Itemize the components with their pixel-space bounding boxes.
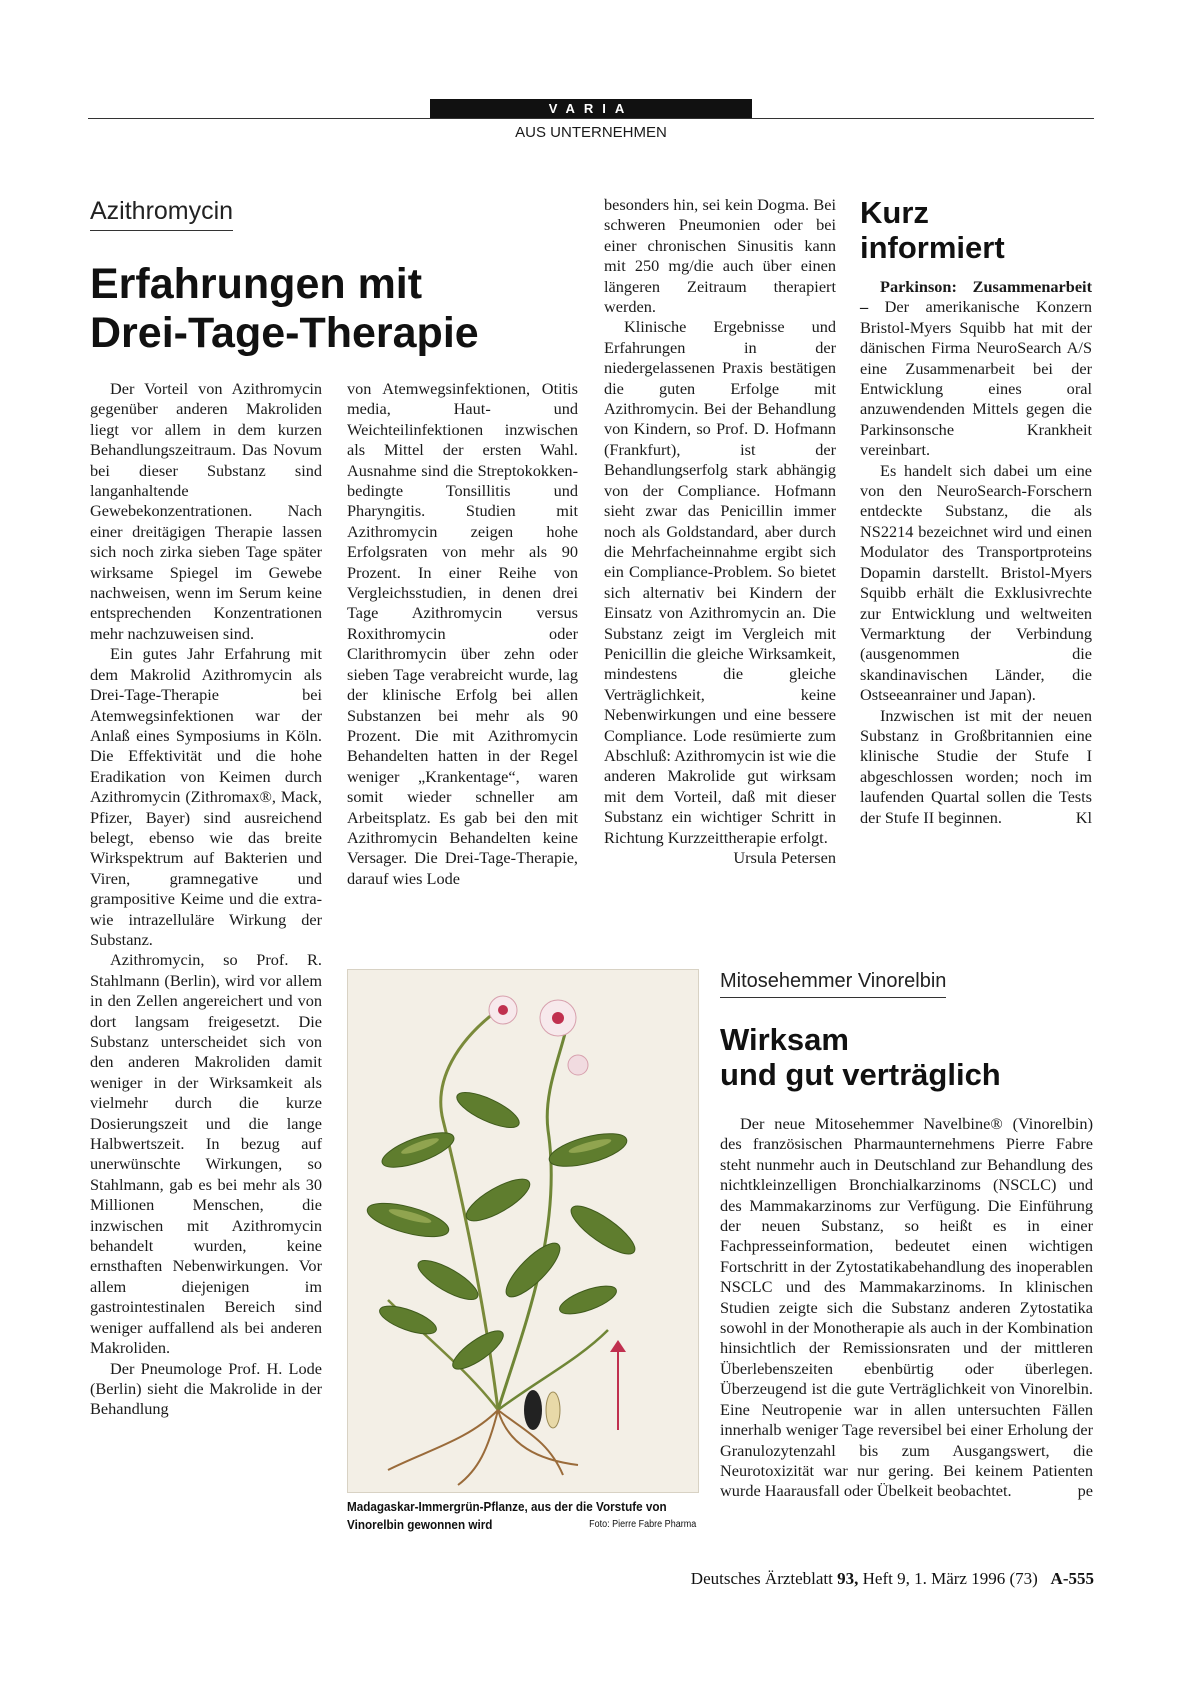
sidebar-headline — [860, 195, 1005, 265]
article2-headline-line1: Wirksam — [720, 1022, 849, 1057]
article1-paragraph: Der Vorteil von Azithromycin gegenüber anderen Makroliden liegt vor allem in dem kurzen Behandlungszeitraum. Das Novum bei dieser Substanz sind langanhaltende Gewebekonzentrationen. Nach einer dreitägigen Therapie lassen sich noch zirka sieben Tage später wirksame Spiegel im Gewebe nachweisen, wenn im Serum keine entsprechenden Konzentrationen mehr nachzuweisen sind. — [90, 379, 322, 643]
journal-volume: 93, — [837, 1569, 859, 1588]
figure-caption — [347, 1498, 698, 1534]
article1-column-2 — [347, 379, 578, 889]
sidebar-headline-line2: informiert — [860, 230, 1005, 265]
article1-paragraph: Der Pneumologe Prof. H. Lode (Berlin) sieht die Makrolide in der Behandlung — [90, 1358, 322, 1419]
article2-paragraph-text: Der neue Mitosehemmer Navelbine® (Vinorelbin) des französischen Pharmaunternehmens Pierre Fabre steht nunmehr auch in Deutschland zur Behandlung des nichtkleinzelligen Bronchialkarzinoms (NSCLC) und des Mammakarzinoms zur Verfügung. Die Einführung der neuen Substanz, so heißt es in einer Fachpresseinformation, bedeutet einen wichtigen Fortschritt in der Zytostatikabehandlung des inoperablen NSCLC und des Mammakarzinoms. In klinischen Studien zeigte sich die Substanz anderen Zytostatika sowohl in der Monotherapie als auch in der Kombination hinsichtlich der Remissionsraten und der mittleren Überlebenszeiten ebenbürtig oder überlegen. Überzeugend ist die gute Verträglichkeit von Vinorelbin. Eine Neutropenie war in allen untersuchten Fällen innerhalb weniger Tage reversibel bei einer Erholung der Granulozytenzahl bis zum Ausgangswert, die Neurotoxizität war nur gering. Bei keinem Patienten wurde Haarausfall oder Übelkeit beobachtet. — [720, 1114, 1093, 1501]
section-bar: VARIA — [430, 99, 752, 119]
article2-author: pe — [1077, 1481, 1093, 1501]
sidebar-paragraph: Es handelt sich dabei um eine von den NeuroSearch-Forschern entdeckte Substanz, die als NS2214 bezeichnet wird und einen Modulator des Transportproteins Dopamin darstellt. Bristol-Myers Squibb erhält die Exklusivrechte zur Entwicklung und weltweiten Vermarktung der Verbindung (ausgenommen die skandinavischen Länder, die Ostseeanrainer und Japan). — [860, 460, 1092, 705]
periwinkle-plant-drawing — [348, 970, 698, 1492]
plant-illustration — [347, 969, 699, 1493]
article2-column — [720, 1114, 1093, 1502]
article2-kicker: Mitosehemmer Vinorelbin — [720, 970, 946, 998]
figure-caption-text: Madagaskar-Immergrün-Pflanze, aus der die Vorstufe von Vinorelbin gewonnen wird — [347, 1499, 667, 1532]
journal-issue: Heft 9, 1. März 1996 (73) — [862, 1569, 1038, 1588]
article1-author: Ursula Petersen — [733, 848, 836, 867]
article1-paragraph: von Atemwegsinfektionen, Otitis media, Haut- und Weichteilinfektionen inzwischen als Mittel der ersten Wahl. Ausnahme sind die Streptokokken-bedingte Tonsillitis und Pharyngitis. Studien mit Azithromycin zeigen hohe Erfolgsraten von mehr als 90 Prozent. In einer Reihe von Vergleichsstudien, in denen drei Tage Azithromycin versus Roxithromycin oder Clarithromycin über zehn oder sieben Tage verabreicht wurde, lag der klinische Erfolg bei allen Substanzen bei mehr als 90 Prozent. Die mit Azithromycin Behandelten hatten in der Regel weniger „Krankentage“, waren somit wieder schneller am Arbeitsplatz. Es gab bei den mit Azithromycin Behandelten keine Versager. Die Drei-Tage-Therapie, darauf wies Lode — [347, 379, 578, 888]
article1-column-3 — [604, 195, 836, 868]
article1-column-1 — [90, 379, 322, 1420]
article1-paragraph — [604, 317, 836, 867]
article1-paragraph-text: Klinische Ergebnisse und Erfahrungen in der niedergelassenen Praxis bestätigen die guten Erfolge mit Azithromycin. Bei der Behandlung von Kindern, so Prof. D. Hofmann (Frankfurt), ist der Behandlungserfolg stark abhängig von der Compliance. Hofmann sieht zwar das Penicillin immer noch als Goldstandard, aber durch die Mehrfacheinnahme ergibt sich ein Compliance-Problem. So bietet sich alternativ bei Kindern der Einsatz von Azithromycin an. Die Substanz zeigt im Vergleich mit Penicillin die gleiche Wirksamkeit, mindestens die gleiche Verträglichkeit, keine Nebenwirkungen und eine bessere Compliance. Lode resümierte zum Abschluß: Azithromycin ist wie die anderen Makrolide gut wirksam mit dem Vorteil, daß mit dieser Substanz ein wichtiger Schritt in Richtung Kurzzeittherapie erfolgt. — [604, 317, 836, 847]
page-number: A-555 — [1050, 1569, 1094, 1588]
sidebar-paragraph-text: Inzwischen ist mit der neuen Substanz in Großbritannien eine klinische Studie der Stufe I abgeschlossen worden; noch im laufenden Quartal sollen die Tests der Stufe II beginnen. — [860, 705, 1092, 827]
header-rule — [88, 118, 1094, 119]
page-footer — [620, 1569, 1094, 1589]
article1-paragraph: Azithromycin, so Prof. R. Stahlmann (Berlin), wird vor allem in den Zellen angereichert und von dort langsam freigesetzt. Die Substanz unterscheidet sich von den anderen Makroliden damit weniger in der Wirksamkeit als vielmehr durch die kurze Dosierungszeit und die lange Halbwertszeit. In bezug auf unerwünschte Wirkungen, so Stahlmann, gab es bei mehr als 30 Millionen Menschen, die inzwischen mit Azithromycin behandelt wurden, keine ernsthaften Nebenwirkungen. Vor allem diejenigen im gastrointestinalen Bereich sind weniger auffallend als bei anderen Makroliden. — [90, 950, 322, 1358]
article1-headline-line2: Drei-Tage-Therapie — [90, 308, 479, 357]
article1-paragraph: Ein gutes Jahr Erfahrung mit dem Makrolid Azithromycin als Drei-Tage-Therapie bei Atemwegsinfektionen war der Anlaß eines Symposiums in Köln. Die Effektivität und die hohe Eradikation von Keimen durch Azithromycin (Zithromax®, Mack, Pfizer, Bayer) sind ausreichend belegt, ebenso wie das breite Wirkspektrum auf Bakterien und Viren, gramnegative und grampositive Keime und die extra- wie intrazelluläre Wirkung der Substanz. — [90, 644, 322, 949]
sidebar-paragraph — [860, 277, 1092, 461]
journal-name: Deutsches Ärzteblatt — [690, 1569, 833, 1588]
article2-paragraph — [720, 1114, 1093, 1502]
sidebar-column — [860, 277, 1092, 828]
sidebar-lead: Parkinson: Zusammenarbeit – — [860, 277, 1092, 317]
article1-headline-line1: Erfahrungen mit — [90, 260, 423, 308]
flower-icon — [489, 996, 588, 1075]
photo-credit: Foto: Pierre Fabre Pharma — [589, 1519, 697, 1530]
sidebar-headline-line1: Kurz — [860, 195, 929, 230]
article1-paragraph: besonders hin, sei kein Dogma. Bei schweren Pneumonien oder bei einer chronischen Sinusitis kann mit 250 mg/die auch über einen längeren Zeitraum therapiert werden. — [604, 195, 836, 317]
article2-headline-line2: und gut verträglich — [720, 1057, 1001, 1092]
sidebar-author: Kl — [1075, 807, 1092, 827]
article1-kicker: Azithromycin — [90, 197, 233, 231]
article1-headline — [90, 260, 479, 357]
sidebar-paragraph — [860, 706, 1092, 828]
sidebar-paragraph-text: Der amerikanische Konzern Bristol-Myers Squibb hat mit der dänischen Firma NeuroSearch A/S eine Zusammenarbeit bei der Entwicklung eines oral anzuwendenden Mittels gegen die Parkinsonsche Krankheit vereinbart. — [860, 297, 1093, 460]
section-subtitle: AUS UNTERNEHMEN — [515, 124, 667, 141]
article2-headline — [720, 1022, 1001, 1092]
